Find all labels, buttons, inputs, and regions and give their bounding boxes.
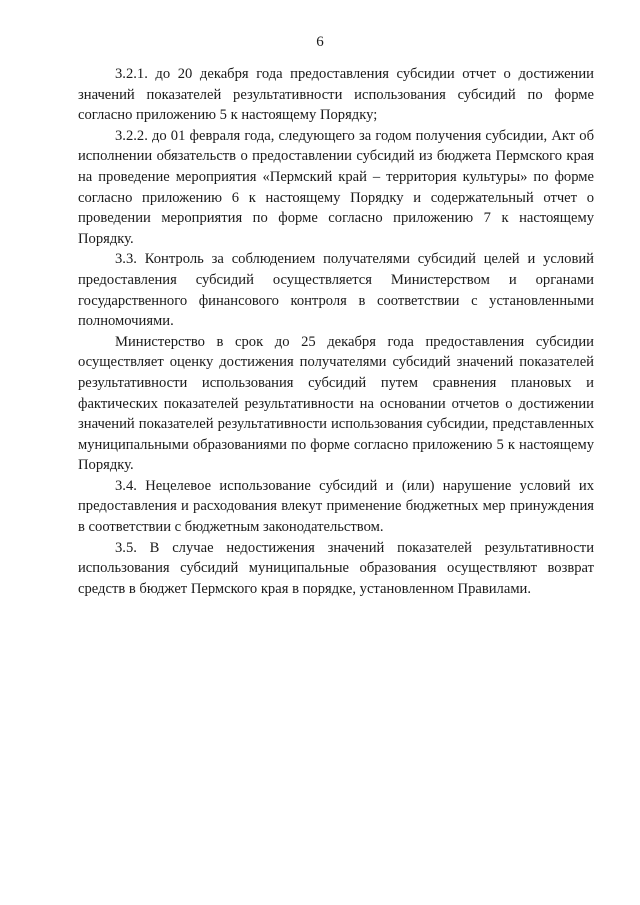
paragraph-3-2-2: 3.2.2. до 01 февраля года, следующего за годом получения субсидии, Акт об исполнении обязательств о предоставлении субсидий из бюджета Пермского края на проведение мероприятия «Пермский край – территория культуры» по форме согласно приложению 6 к настоящему Порядку и содержательный отчет о проведении мероприятия по форме согласно приложению 7 к настоящему Порядку. bbox=[78, 127, 594, 247]
paragraph-ministry-evaluation: Министерство в срок до 25 декабря года предоставления субсидии осуществляет оценку достижения получателями субсидий значений показателей результативности использования субсидий путем сравнения плановых и фактических показателей результативности на основании отчетов о достижении значений показателей результативности использования субсидии, представленных муниципальными образованиями по форме согласно приложению 5 к настоящему Порядку. bbox=[78, 333, 594, 474]
paragraph-3-5: 3.5. В случае недостижения значений показателей результативности использования субсидий муниципальные образования осуществляют возврат средств в бюджет Пермского края в порядке, установленном Правилами. bbox=[78, 539, 594, 597]
paragraph-3-2-1: 3.2.1. до 20 декабря года предоставления субсидии отчет о достижении значений показателей результативности использования субсидий по форме согласно приложению 5 к настоящему Порядку; bbox=[78, 66, 594, 124]
page-number: 6 bbox=[316, 34, 324, 50]
paragraph-3-3: 3.3. Контроль за соблюдением получателями субсидий целей и условий предоставления субсидий осуществляется Министерством и органами государственного финансового контроля в соответствии с установленными полномочиями. bbox=[78, 251, 594, 330]
paragraph-3-4: 3.4. Нецелевое использование субсидий и (или) нарушение условий их предоставления и расходования влекут применение бюджетных мер принуждения в соответствии с бюджетным законодательством. bbox=[78, 477, 594, 536]
document-body bbox=[78, 64, 594, 599]
